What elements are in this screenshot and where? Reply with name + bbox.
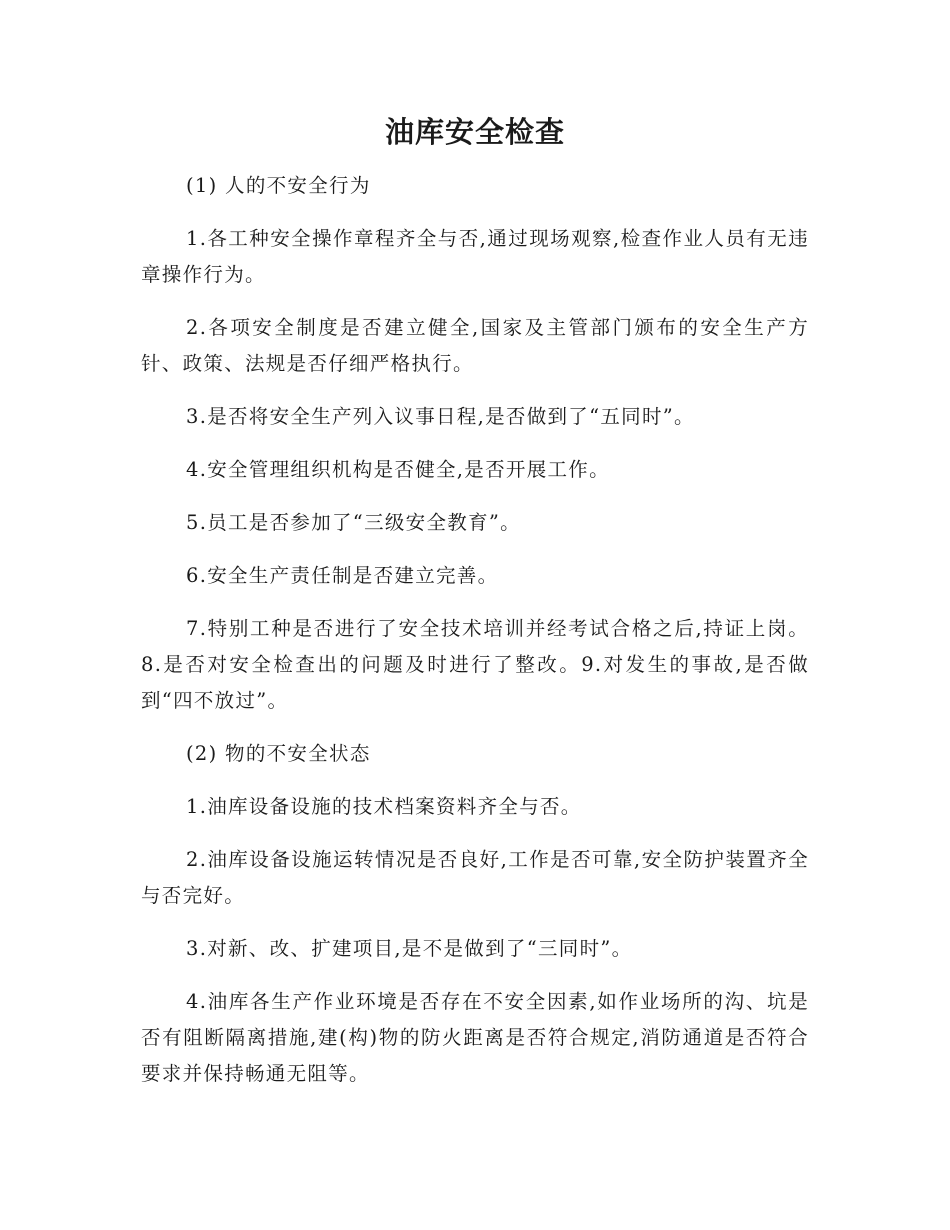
section-heading-object: (2) 物的不安全状态 (186, 742, 371, 765)
paragraph: 4.安全管理组织机构是否健全,是否开展工作。 (186, 458, 610, 481)
paragraph: 1.油库设备设施的技术档案资料齐全与否。 (186, 795, 582, 818)
paragraph: 4.油库各生产作业环境是否存在不安全因素,如作业场所的沟、坑是否有阻断隔离措施,建(构)物的防火距离是否符合规定,消防通道是否符合要求并保持畅通无阻等。 (141, 990, 809, 1085)
document-body (141, 168, 809, 1109)
paragraph: 2.各项安全制度是否建立健全,国家及主管部门颁布的安全生产方针、政策、法规是否仔细严格执行。 (141, 316, 809, 375)
paragraph: 3.是否将安全生产列入议事日程,是否做到了“五同时”。 (186, 405, 695, 428)
paragraph: 7.特别工种是否进行了安全技术培训并经考试合格之后,持证上岗。8.是否对安全检查出的问题及时进行了整改。9.对发生的事故,是否做到“四不放过”。 (141, 617, 809, 712)
paragraph: 1.各工种安全操作章程齐全与否,通过现场观察,检查作业人员有无违章操作行为。 (141, 227, 809, 286)
paragraph: 5.员工是否参加了“三级安全教育”。 (186, 511, 521, 534)
paragraph: 3.对新、改、扩建项目,是不是做到了“三同时”。 (186, 937, 633, 960)
paragraph: 2.油库设备设施运转情况是否良好,工作是否可靠,安全防护装置齐全与否完好。 (141, 848, 809, 907)
section-heading-human: (1) 人的不安全行为 (186, 174, 371, 197)
document-title: 油库安全检查 (384, 115, 565, 149)
paragraph: 6.安全生产责任制是否建立完善。 (186, 564, 499, 587)
